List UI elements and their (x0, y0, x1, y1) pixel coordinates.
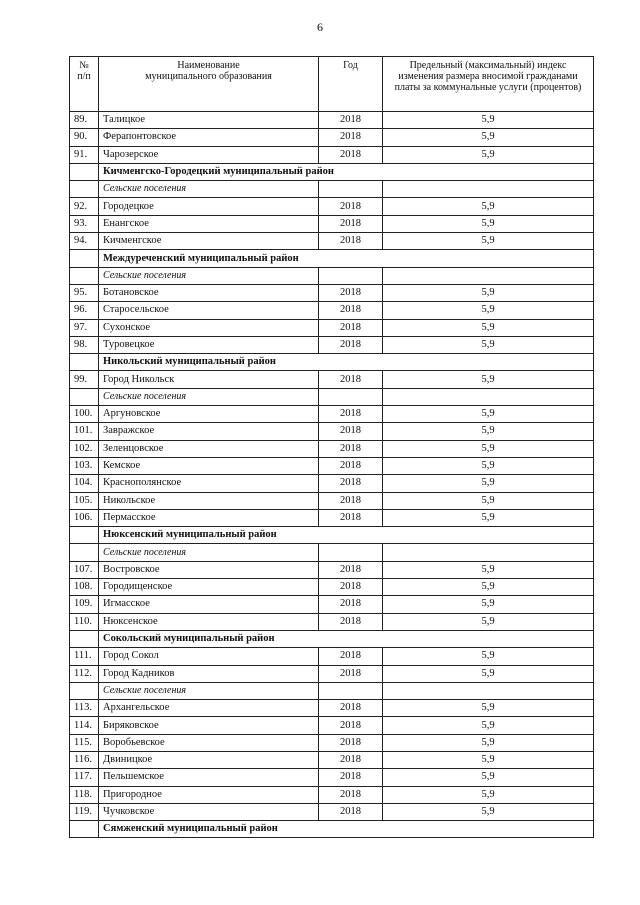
cell-year-empty (319, 181, 383, 198)
cell-year: 2018 (319, 319, 383, 336)
district-name: Сокольский муниципальный район (99, 630, 594, 647)
cell-index: 5,9 (383, 596, 594, 613)
cell-name: Ботановское (99, 284, 319, 301)
cell-num: 95. (70, 284, 99, 301)
cell-num-empty (70, 250, 99, 267)
cell-name: Пельшемское (99, 769, 319, 786)
cell-num: 119. (70, 803, 99, 820)
district-row (70, 527, 594, 544)
cell-index: 5,9 (383, 579, 594, 596)
cell-name: Биряковское (99, 717, 319, 734)
cell-index: 5,9 (383, 198, 594, 215)
cell-name: Архангельское (99, 700, 319, 717)
district-row (70, 354, 594, 371)
cell-name: Город Никольск (99, 371, 319, 388)
cell-name: Чучковское (99, 803, 319, 820)
table-row (70, 319, 594, 336)
cell-index: 5,9 (383, 613, 594, 630)
cell-year: 2018 (319, 648, 383, 665)
page-number: 6 (317, 20, 323, 34)
table-row (70, 648, 594, 665)
table-row (70, 561, 594, 578)
cell-year: 2018 (319, 717, 383, 734)
cell-year: 2018 (319, 129, 383, 146)
cell-year: 2018 (319, 336, 383, 353)
header-index: Предельный (максимальный) индекс изменения размера вносимой гражданами платы за коммунальные услуги (процентов) (383, 57, 594, 112)
cell-name: Двиницкое (99, 751, 319, 768)
table-row (70, 613, 594, 630)
cell-num: 109. (70, 596, 99, 613)
cell-num-empty (70, 682, 99, 699)
cell-year: 2018 (319, 302, 383, 319)
cell-num: 104. (70, 475, 99, 492)
cell-year: 2018 (319, 475, 383, 492)
cell-name: Кичменгское (99, 233, 319, 250)
cell-year: 2018 (319, 112, 383, 129)
cell-name: Чарозерское (99, 146, 319, 163)
cell-num: 105. (70, 492, 99, 509)
cell-num-empty (70, 821, 99, 838)
table-row (70, 509, 594, 526)
cell-num-empty (70, 163, 99, 180)
cell-name: Пригородное (99, 786, 319, 803)
cell-num: 91. (70, 146, 99, 163)
cell-index: 5,9 (383, 146, 594, 163)
table-row (70, 596, 594, 613)
cell-year: 2018 (319, 786, 383, 803)
cell-year-empty (319, 388, 383, 405)
cell-num: 107. (70, 561, 99, 578)
district-row (70, 163, 594, 180)
cell-name: Нюксенское (99, 613, 319, 630)
cell-index: 5,9 (383, 475, 594, 492)
cell-num-empty (70, 544, 99, 561)
table-header-row (70, 57, 594, 112)
cell-num: 96. (70, 302, 99, 319)
cell-num: 98. (70, 336, 99, 353)
cell-index: 5,9 (383, 302, 594, 319)
cell-name: Аргуновское (99, 406, 319, 423)
cell-index: 5,9 (383, 561, 594, 578)
table-row (70, 492, 594, 509)
district-row (70, 250, 594, 267)
cell-name: Воробьевское (99, 734, 319, 751)
table-row (70, 440, 594, 457)
cell-year-empty (319, 267, 383, 284)
cell-year: 2018 (319, 146, 383, 163)
table-row (70, 284, 594, 301)
cell-num: 115. (70, 734, 99, 751)
cell-index: 5,9 (383, 665, 594, 682)
cell-num: 106. (70, 509, 99, 526)
cell-name: Сухонское (99, 319, 319, 336)
cell-index: 5,9 (383, 803, 594, 820)
subheading-row (70, 544, 594, 561)
cell-year: 2018 (319, 423, 383, 440)
cell-name: Востровское (99, 561, 319, 578)
cell-num: 99. (70, 371, 99, 388)
cell-year: 2018 (319, 492, 383, 509)
district-row (70, 821, 594, 838)
cell-num: 111. (70, 648, 99, 665)
cell-name: Город Сокол (99, 648, 319, 665)
cell-index: 5,9 (383, 457, 594, 474)
table-row (70, 665, 594, 682)
cell-year: 2018 (319, 371, 383, 388)
table-row (70, 769, 594, 786)
header-name: Наименование муниципального образования (99, 57, 319, 112)
cell-year: 2018 (319, 803, 383, 820)
cell-year: 2018 (319, 233, 383, 250)
cell-year: 2018 (319, 751, 383, 768)
cell-num: 112. (70, 665, 99, 682)
cell-index-empty (383, 682, 594, 699)
subheading-label: Сельские поселения (99, 388, 319, 405)
cell-num: 116. (70, 751, 99, 768)
cell-num: 117. (70, 769, 99, 786)
cell-year-empty (319, 544, 383, 561)
cell-name: Туровецкое (99, 336, 319, 353)
cell-index: 5,9 (383, 700, 594, 717)
cell-index: 5,9 (383, 319, 594, 336)
subheading-label: Сельские поселения (99, 544, 319, 561)
table-row (70, 475, 594, 492)
cell-name: Город Кадников (99, 665, 319, 682)
cell-index: 5,9 (383, 112, 594, 129)
cell-index: 5,9 (383, 751, 594, 768)
cell-name: Ферапонтовское (99, 129, 319, 146)
cell-year: 2018 (319, 613, 383, 630)
cell-index: 5,9 (383, 233, 594, 250)
district-name: Нюксенский муниципальный район (99, 527, 594, 544)
cell-index: 5,9 (383, 371, 594, 388)
cell-num-empty (70, 267, 99, 284)
table-row (70, 112, 594, 129)
table-row (70, 233, 594, 250)
cell-year: 2018 (319, 734, 383, 751)
cell-year: 2018 (319, 509, 383, 526)
subheading-label: Сельские поселения (99, 267, 319, 284)
table-row (70, 579, 594, 596)
cell-num-empty (70, 527, 99, 544)
cell-year: 2018 (319, 406, 383, 423)
table-row (70, 198, 594, 215)
cell-num: 94. (70, 233, 99, 250)
subheading-label: Сельские поселения (99, 682, 319, 699)
cell-index: 5,9 (383, 717, 594, 734)
district-name: Кичменгско-Городецкий муниципальный район (99, 163, 594, 180)
cell-name: Старосельское (99, 302, 319, 319)
cell-num: 113. (70, 700, 99, 717)
cell-year: 2018 (319, 665, 383, 682)
cell-index-empty (383, 181, 594, 198)
cell-year: 2018 (319, 596, 383, 613)
table-row (70, 146, 594, 163)
table-row (70, 803, 594, 820)
cell-name: Игмасское (99, 596, 319, 613)
header-year: Год (319, 57, 383, 112)
cell-name: Енангское (99, 215, 319, 232)
cell-year: 2018 (319, 561, 383, 578)
cell-index-empty (383, 544, 594, 561)
cell-num: 92. (70, 198, 99, 215)
cell-num: 101. (70, 423, 99, 440)
cell-index: 5,9 (383, 509, 594, 526)
cell-num: 97. (70, 319, 99, 336)
cell-index: 5,9 (383, 648, 594, 665)
subheading-row (70, 181, 594, 198)
cell-num: 103. (70, 457, 99, 474)
cell-index: 5,9 (383, 440, 594, 457)
table-row (70, 215, 594, 232)
cell-index: 5,9 (383, 284, 594, 301)
table-row (70, 751, 594, 768)
cell-num: 114. (70, 717, 99, 734)
cell-num: 108. (70, 579, 99, 596)
cell-num: 102. (70, 440, 99, 457)
cell-year-empty (319, 682, 383, 699)
cell-num-empty (70, 181, 99, 198)
cell-index: 5,9 (383, 336, 594, 353)
table-row (70, 423, 594, 440)
cell-name: Краснополянское (99, 475, 319, 492)
cell-num-empty (70, 388, 99, 405)
cell-num: 89. (70, 112, 99, 129)
cell-num: 110. (70, 613, 99, 630)
cell-name: Городищенское (99, 579, 319, 596)
cell-year: 2018 (319, 457, 383, 474)
cell-year: 2018 (319, 769, 383, 786)
subheading-row (70, 388, 594, 405)
cell-name: Никольское (99, 492, 319, 509)
district-row (70, 630, 594, 647)
district-name: Междуреченский муниципальный район (99, 250, 594, 267)
cell-index: 5,9 (383, 769, 594, 786)
table-row (70, 302, 594, 319)
cell-index-empty (383, 388, 594, 405)
district-name: Никольский муниципальный район (99, 354, 594, 371)
cell-year: 2018 (319, 579, 383, 596)
cell-year: 2018 (319, 198, 383, 215)
table-body (70, 112, 594, 838)
cell-name: Кемское (99, 457, 319, 474)
cell-index: 5,9 (383, 734, 594, 751)
cell-index: 5,9 (383, 786, 594, 803)
subheading-row (70, 682, 594, 699)
cell-index: 5,9 (383, 423, 594, 440)
cell-name: Зеленцовское (99, 440, 319, 457)
cell-name: Завражское (99, 423, 319, 440)
cell-name: Городецкое (99, 198, 319, 215)
cell-index-empty (383, 267, 594, 284)
cell-num: 118. (70, 786, 99, 803)
table-row (70, 336, 594, 353)
cell-year: 2018 (319, 215, 383, 232)
table-row (70, 717, 594, 734)
subheading-row (70, 267, 594, 284)
district-name: Сямженский муниципальный район (99, 821, 594, 838)
cell-index: 5,9 (383, 492, 594, 509)
table-row (70, 786, 594, 803)
cell-index: 5,9 (383, 406, 594, 423)
cell-index: 5,9 (383, 129, 594, 146)
cell-year: 2018 (319, 440, 383, 457)
cell-year: 2018 (319, 700, 383, 717)
cell-num: 93. (70, 215, 99, 232)
cell-num: 100. (70, 406, 99, 423)
cell-name: Талицкое (99, 112, 319, 129)
cell-num-empty (70, 354, 99, 371)
cell-name: Пермасское (99, 509, 319, 526)
table-row (70, 371, 594, 388)
table-row (70, 129, 594, 146)
cell-index: 5,9 (383, 215, 594, 232)
table-row (70, 406, 594, 423)
header-num: № п/п (70, 57, 99, 112)
table-row (70, 700, 594, 717)
table-row (70, 734, 594, 751)
cell-num-empty (70, 630, 99, 647)
subheading-label: Сельские поселения (99, 181, 319, 198)
cell-num: 90. (70, 129, 99, 146)
municipal-index-table (69, 56, 594, 838)
cell-year: 2018 (319, 284, 383, 301)
table-row (70, 457, 594, 474)
